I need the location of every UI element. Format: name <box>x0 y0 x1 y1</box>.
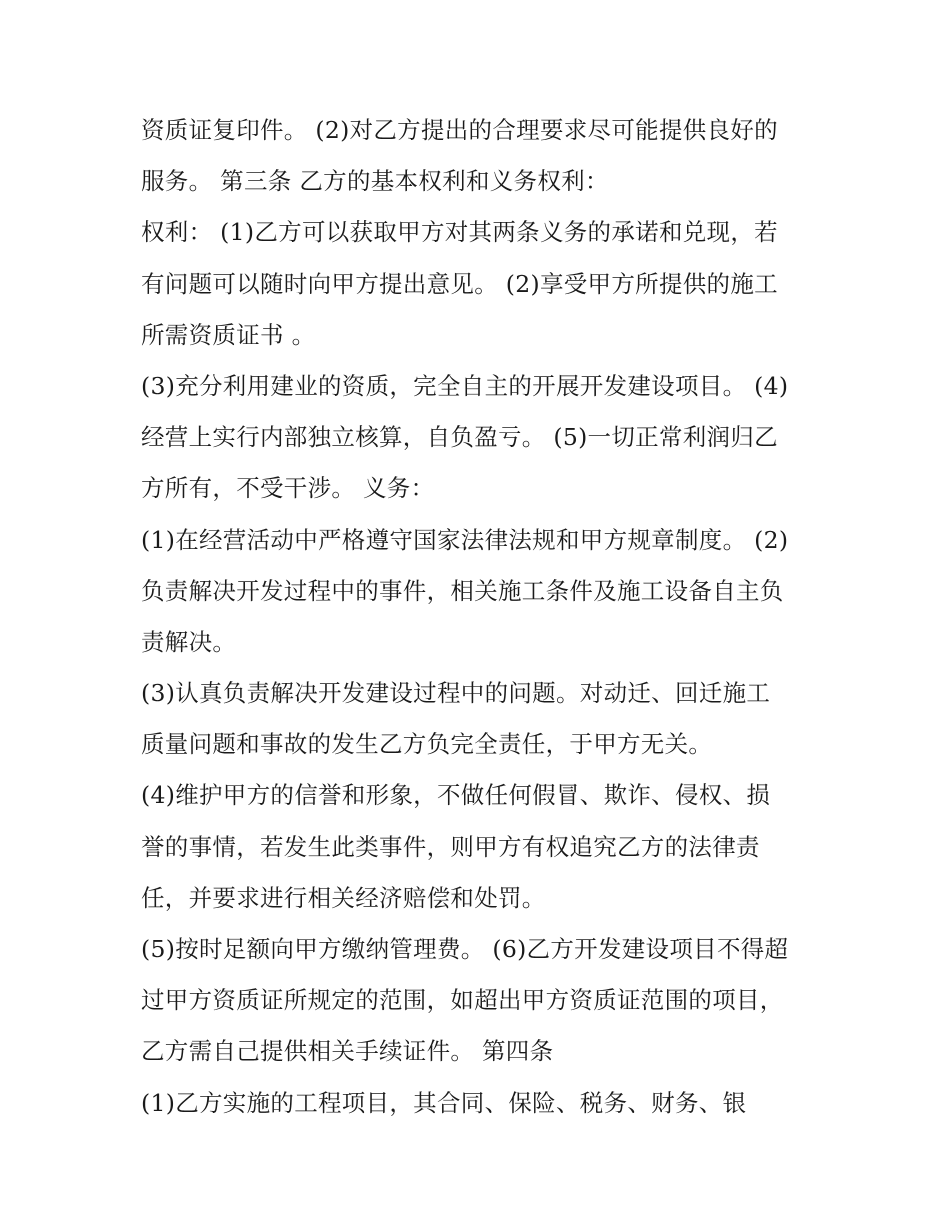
text-line: 乙方需自己提供相关手续证件。 第四条 <box>141 1037 554 1066</box>
text-line: 任，并要求进行相关经济赔偿和处罚。 <box>141 883 546 912</box>
text-line: 责解决。 <box>141 627 237 656</box>
text-line: 质量问题和事故的发生乙方负完全责任，于甲方无关。 <box>141 730 713 759</box>
text-line: 过甲方资质证所规定的范围，如超出甲方资质证范围的项目， <box>141 986 784 1015</box>
text-line: (3)充分利用建业的资质，完全自主的开展开发建设项目。 (4) <box>141 371 789 400</box>
text-line: 方所有，不受干涉。 义务： <box>141 474 435 503</box>
text-line: 资质证复印件。 (2)对乙方提出的合理要求尽可能提供良好的 <box>141 116 778 144</box>
text-line: (3)认真负责解决开发建设过程中的问题。对动迁、回迁施工 <box>141 679 771 708</box>
text-line: 经营上实行内部独立核算，自负盈亏。 (5)一切正常利润归乙 <box>141 423 778 452</box>
text-line: 权利： (1)乙方可以获取甲方对其两条义务的承诺和兑现，若 <box>141 218 778 247</box>
text-line: 有问题可以随时向甲方提出意见。 (2)享受甲方所提供的施工 <box>141 269 778 298</box>
text-line: (1)在经营活动中严格遵守国家法律法规和甲方规章制度。 (2) <box>141 525 789 554</box>
text-line: 服务。 第三条 乙方的基本权利和义务权利： <box>141 167 609 196</box>
text-line: (4)维护甲方的信誉和形象，不做任何假冒、欺诈、侵权、损 <box>141 781 771 810</box>
document-body <box>141 108 821 1132</box>
text-line: 所需资质证书 。 <box>141 320 316 349</box>
text-line: (1)乙方实施的工程项目，其合同、保险、税务、财务、银 <box>141 1088 747 1117</box>
text-line: (5)按时足额向甲方缴纳管理费。 (6)乙方开发建设项目不得超 <box>141 935 789 963</box>
text-line: 誉的事情，若发生此类事件，则甲方有权追究乙方的法律责 <box>141 832 760 861</box>
text-line: 负责解决开发过程中的事件，相关施工条件及施工设备自主负 <box>141 576 784 605</box>
